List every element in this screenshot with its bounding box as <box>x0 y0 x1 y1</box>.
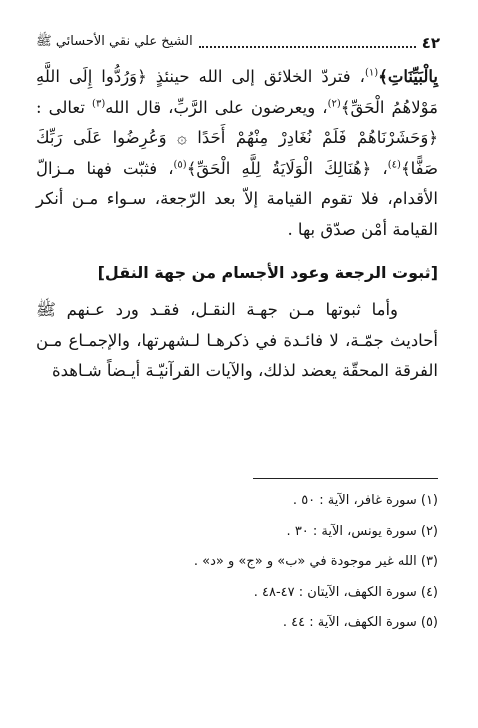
paragraph-text: ، فتردّ الخلائق إلى الله حينئذٍ ﴿وَرُدُّوا إِلَى اللَّهِ مَوْلاهُمُ الْحَقِّ﴾ <box>36 67 438 117</box>
footnote-ref-4[interactable]: (٤) <box>387 159 401 170</box>
footnote-separator <box>253 478 438 479</box>
section-heading: [ثبوت الرجعة وعود الأجسام من جهة النقل] <box>97 263 438 282</box>
paragraph-2: وأما ثبوتها مـن جهـة النقـل، فقـد ورد عـنهم ﷺ أحاديث جمّـة، لا فائـدة في ذكرهـا لـشهرتها، والإجمـاع مـن الفرقة المحقّة يعضد لذلك، والآيات القرآنيّـة أيـضاً شـاهدة <box>36 300 438 380</box>
quran-verse: ، ﴿هُنَالِكَ الْوَلَايَةُ لِلَّهِ الْحَقِّ﴾ <box>186 158 388 178</box>
quran-verse: يِالْبَيِّنَاتِ﴾ <box>378 67 438 86</box>
footnote-ref-5[interactable]: (٥) <box>173 159 187 170</box>
paragraph-text: ، فثبّت فهنا مـزالّ الأقدام، فلا تقوم القيامة إلاّ بعد الرّجعة، سـواء مـن أنكر القيامة أمْن صدّق بها . <box>36 158 438 239</box>
footnote-2: (٢) سورة يونس، الآية : ٣٠ . <box>286 523 438 539</box>
footnote-ref-1[interactable]: (١) <box>365 67 379 79</box>
footnote-ref-3[interactable]: (٣) <box>92 98 106 109</box>
footnote-3: (٣) الله غير موجودة في «ب» و «ج» و «د» . <box>193 554 438 569</box>
footnote-4: (٤) سورة الكهف، الآيتان : ٤٧-٤٨ . <box>253 584 438 600</box>
paragraph-text: تعالى : ﴿وَحَشَرْنَاهُمْ فَلَمْ نُغَادِرْ مِنْهُمْ أَحَدًا ۞ وَعُرِضُوا عَلَى رَبِّكَ صَفًّا﴾ <box>36 97 438 178</box>
paragraph-1 <box>36 62 438 245</box>
footnote-5: (٥) سورة الكهف، الآية : ٤٤ . <box>282 615 438 630</box>
paragraph-text: ، ويعرضون على الرَّبِّ، قال الله <box>105 97 328 117</box>
page-header <box>36 28 440 52</box>
footnote-ref-2[interactable]: (٢) <box>327 98 341 109</box>
page-number: ٤٢ <box>421 34 440 52</box>
header-dotted-leader <box>199 46 416 48</box>
page-body <box>36 62 438 387</box>
footnote-1: (١) سورة غافر، الآية : ٥٠ . <box>292 493 438 508</box>
footnotes <box>40 486 438 639</box>
running-title: الشيخ علي نقي الأحسائي ﷺ <box>36 34 193 49</box>
